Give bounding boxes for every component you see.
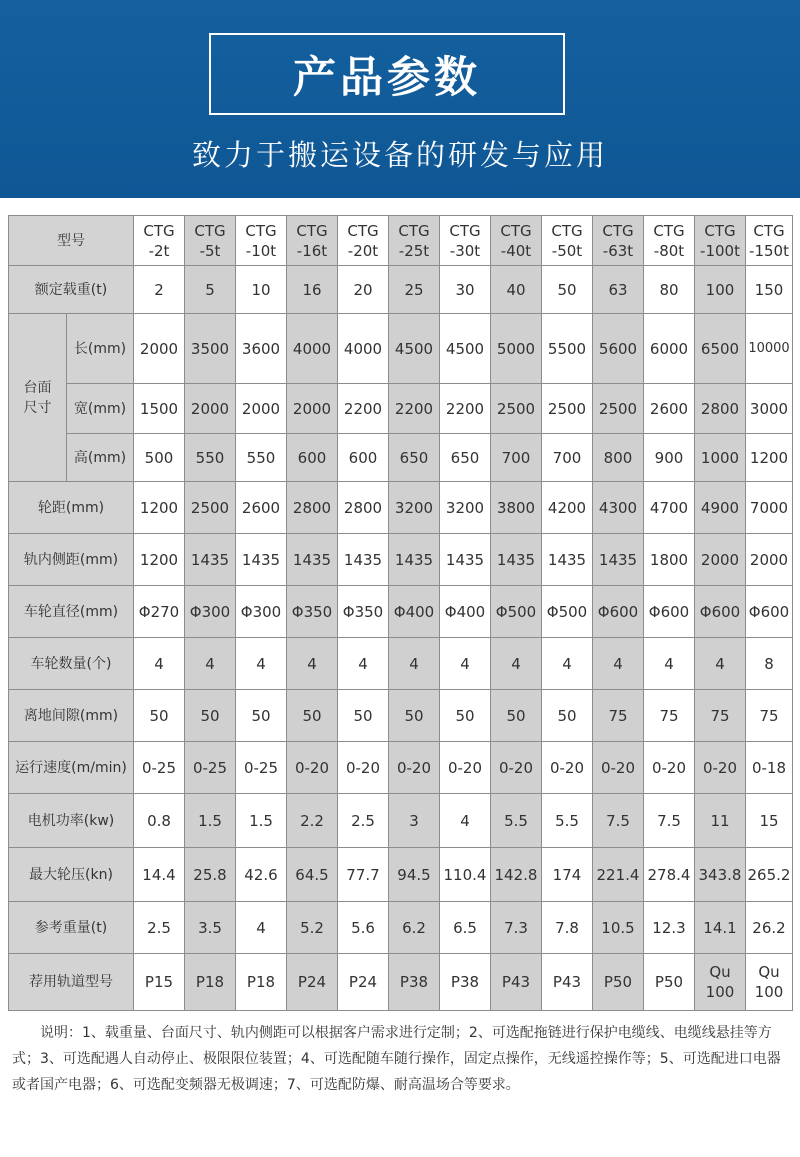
row-wheelbase	[9, 482, 793, 534]
table-cell: 2200	[440, 384, 491, 434]
table-cell: 2600	[644, 384, 695, 434]
table-cell: 2000	[287, 384, 338, 434]
table-cell: 600	[287, 434, 338, 482]
table-cell: 30	[440, 266, 491, 314]
table-cell: 2500	[491, 384, 542, 434]
table-cell: 3200	[389, 482, 440, 534]
table-cell: 0-20	[695, 742, 746, 794]
table-cell: 2000	[695, 534, 746, 586]
table-cell: 50	[542, 266, 593, 314]
table-cell: 2800	[338, 482, 389, 534]
row-weight	[9, 902, 793, 954]
table-cell: 2800	[695, 384, 746, 434]
table-cell: 50	[440, 690, 491, 742]
table-cell: 0-20	[338, 742, 389, 794]
table-cell: 700	[542, 434, 593, 482]
table-cell: 10	[236, 266, 287, 314]
table-cell: 1435	[593, 534, 644, 586]
row-label: 型号	[9, 216, 134, 266]
table-cell: 150	[746, 266, 793, 314]
table-cell: CTG -20t	[338, 216, 389, 266]
table-cell: 20	[338, 266, 389, 314]
table-cell: 3.5	[185, 902, 236, 954]
table-cell: 0-20	[593, 742, 644, 794]
table-cell: 2000	[746, 534, 793, 586]
table-cell: 4300	[593, 482, 644, 534]
table-cell: 50	[389, 690, 440, 742]
table-cell: 4	[389, 638, 440, 690]
table-cell: 5.5	[542, 794, 593, 848]
title-box	[209, 33, 565, 115]
table-cell: 2000	[134, 314, 185, 384]
table-cell: CTG -10t	[236, 216, 287, 266]
table-cell: Φ300	[185, 586, 236, 638]
table-cell: Φ350	[338, 586, 389, 638]
table-cell: Φ400	[440, 586, 491, 638]
table-cell: 3200	[440, 482, 491, 534]
table-cell: 5.5	[491, 794, 542, 848]
table-cell: 1200	[134, 534, 185, 586]
table-cell: 2.5	[134, 902, 185, 954]
table-cell: P38	[440, 954, 491, 1011]
table-cell: CTG -2t	[134, 216, 185, 266]
table-cell: 4	[440, 638, 491, 690]
table-cell: 550	[236, 434, 287, 482]
table-cell: CTG -80t	[644, 216, 695, 266]
row-label: 最大轮压(kn)	[9, 848, 134, 902]
table-cell: 0-20	[542, 742, 593, 794]
table-cell: P18	[236, 954, 287, 1011]
table-cell: 1500	[134, 384, 185, 434]
row-label: 轨内侧距(mm)	[9, 534, 134, 586]
table-cell: CTG -5t	[185, 216, 236, 266]
table-cell: 16	[287, 266, 338, 314]
table-cell: 0-18	[746, 742, 793, 794]
row-model	[9, 216, 793, 266]
table-cell: P18	[185, 954, 236, 1011]
table-cell: 3	[389, 794, 440, 848]
row-label: 荐用轨道型号	[9, 954, 134, 1011]
table-cell: Φ270	[134, 586, 185, 638]
table-cell: 4	[287, 638, 338, 690]
table-cell: 1435	[440, 534, 491, 586]
table-cell: P24	[287, 954, 338, 1011]
table-cell: 2.2	[287, 794, 338, 848]
table-cell: 1.5	[236, 794, 287, 848]
row-speed	[9, 742, 793, 794]
page-title: 产品参数	[293, 52, 481, 103]
table-cell: 0-20	[389, 742, 440, 794]
table-cell: 550	[185, 434, 236, 482]
table-cell: 4000	[287, 314, 338, 384]
platform-size-label: 台面 尺寸	[9, 314, 67, 482]
table-cell: 42.6	[236, 848, 287, 902]
table-cell: Qu 100	[695, 954, 746, 1011]
table-cell: 3800	[491, 482, 542, 534]
table-cell: 4	[593, 638, 644, 690]
table-cell: 174	[542, 848, 593, 902]
table-cell: 2500	[185, 482, 236, 534]
table-cell: 77.7	[338, 848, 389, 902]
table-cell: 1435	[185, 534, 236, 586]
table-cell: 2	[134, 266, 185, 314]
table-cell: 75	[746, 690, 793, 742]
table-cell: 650	[389, 434, 440, 482]
table-cell: 50	[491, 690, 542, 742]
table-cell: Φ600	[593, 586, 644, 638]
table-cell: 63	[593, 266, 644, 314]
table-cell: 4	[440, 794, 491, 848]
table-cell: P43	[491, 954, 542, 1011]
table-cell: 2.5	[338, 794, 389, 848]
table-cell: 500	[134, 434, 185, 482]
row-label: 离地间隙(mm)	[9, 690, 134, 742]
table-cell: 50	[542, 690, 593, 742]
table-cell: 1435	[491, 534, 542, 586]
table-cell: 50	[134, 690, 185, 742]
table-cell: 4	[134, 638, 185, 690]
table-cell: 50	[287, 690, 338, 742]
table-cell: Φ600	[746, 586, 793, 638]
spec-table	[8, 215, 793, 1011]
table-cell: 10000	[746, 314, 793, 384]
sub-row-label: 高(mm)	[67, 434, 134, 482]
table-cell: 3600	[236, 314, 287, 384]
table-cell: 0.8	[134, 794, 185, 848]
table-cell: Φ500	[542, 586, 593, 638]
table-cell: 15	[746, 794, 793, 848]
table-cell: 26.2	[746, 902, 793, 954]
row-power	[9, 794, 793, 848]
row-label: 电机功率(kw)	[9, 794, 134, 848]
table-cell: 0-20	[287, 742, 338, 794]
table-cell: 1435	[236, 534, 287, 586]
table-cell: CTG -30t	[440, 216, 491, 266]
table-cell: 7.5	[644, 794, 695, 848]
table-cell: Φ600	[695, 586, 746, 638]
table-cell: CTG -25t	[389, 216, 440, 266]
table-cell: 4	[338, 638, 389, 690]
table-cell: 4500	[389, 314, 440, 384]
sub-row-label: 宽(mm)	[67, 384, 134, 434]
table-cell: 4	[491, 638, 542, 690]
table-cell: 6.2	[389, 902, 440, 954]
table-cell: 5.2	[287, 902, 338, 954]
table-cell: 4	[236, 638, 287, 690]
row-label: 额定载重(t)	[9, 266, 134, 314]
table-cell: 1435	[287, 534, 338, 586]
table-cell: 1435	[338, 534, 389, 586]
table-cell: 2000	[236, 384, 287, 434]
row-gauge	[9, 534, 793, 586]
table-cell: 343.8	[695, 848, 746, 902]
row-rail	[9, 954, 793, 1011]
table-cell: 7000	[746, 482, 793, 534]
table-cell: CTG -63t	[593, 216, 644, 266]
table-cell: 7.8	[542, 902, 593, 954]
table-cell: P15	[134, 954, 185, 1011]
table-cell: 14.4	[134, 848, 185, 902]
table-cell: P38	[389, 954, 440, 1011]
table-cell: P24	[338, 954, 389, 1011]
row-label: 运行速度(m/min)	[9, 742, 134, 794]
table-cell: 94.5	[389, 848, 440, 902]
row-max-pressure	[9, 848, 793, 902]
table-cell: Φ350	[287, 586, 338, 638]
page-subtitle: 致力于搬运设备的研发与应用	[191, 138, 608, 172]
spec-table-container	[8, 215, 792, 1010]
table-cell: 6000	[644, 314, 695, 384]
table-cell: 3000	[746, 384, 793, 434]
table-cell: 800	[593, 434, 644, 482]
row-wheel-count	[9, 638, 793, 690]
table-cell: 3500	[185, 314, 236, 384]
table-cell: 4	[644, 638, 695, 690]
table-cell: 12.3	[644, 902, 695, 954]
table-cell: 4000	[338, 314, 389, 384]
table-cell: 142.8	[491, 848, 542, 902]
row-width	[9, 384, 793, 434]
note-text: 说明：1、载重量、台面尺寸、轨内侧距可以根据客户需求进行定制；2、可选配拖链进行保护电缆线、电缆线悬挂等方式；3、可选配遇人自动停止、极限限位装置；4、可选配随车随行操作，固定点操作，无线遥控操作等；5、可选配进口电器或者国产电器；6、可选配变频器无极调速；7、可选配防爆、耐高温场合等要求。	[12, 1025, 781, 1093]
table-cell: 1000	[695, 434, 746, 482]
table-cell: 75	[644, 690, 695, 742]
table-cell: 7.3	[491, 902, 542, 954]
table-cell: Qu 100	[746, 954, 793, 1011]
table-cell: Φ500	[491, 586, 542, 638]
table-cell: 221.4	[593, 848, 644, 902]
sub-row-label: 长(mm)	[67, 314, 134, 384]
table-cell: Φ400	[389, 586, 440, 638]
table-cell: 14.1	[695, 902, 746, 954]
table-cell: 6500	[695, 314, 746, 384]
table-cell: 0-20	[491, 742, 542, 794]
row-label: 车轮数量(个)	[9, 638, 134, 690]
table-cell: 4200	[542, 482, 593, 534]
table-cell: 110.4	[440, 848, 491, 902]
table-cell: 50	[338, 690, 389, 742]
table-cell: 4	[236, 902, 287, 954]
table-cell: 1435	[389, 534, 440, 586]
table-cell: 8	[746, 638, 793, 690]
table-cell: CTG -40t	[491, 216, 542, 266]
table-cell: 1200	[134, 482, 185, 534]
table-cell: Φ600	[644, 586, 695, 638]
table-cell: 2600	[236, 482, 287, 534]
table-cell: 75	[695, 690, 746, 742]
table-cell: 2200	[389, 384, 440, 434]
table-cell: 50	[185, 690, 236, 742]
table-cell: 2500	[542, 384, 593, 434]
table-cell: 4	[695, 638, 746, 690]
table-cell: 4	[542, 638, 593, 690]
row-length	[9, 314, 793, 384]
table-cell: 5500	[542, 314, 593, 384]
table-cell: 2000	[185, 384, 236, 434]
row-clearance	[9, 690, 793, 742]
table-cell: CTG -16t	[287, 216, 338, 266]
table-cell: P50	[644, 954, 695, 1011]
table-cell: 5.6	[338, 902, 389, 954]
table-cell: 700	[491, 434, 542, 482]
table-cell: 4500	[440, 314, 491, 384]
table-cell: 11	[695, 794, 746, 848]
table-cell: 1200	[746, 434, 793, 482]
table-cell: 100	[695, 266, 746, 314]
table-cell: 5000	[491, 314, 542, 384]
row-wheel-diameter	[9, 586, 793, 638]
row-rated-load	[9, 266, 793, 314]
table-cell: 1435	[542, 534, 593, 586]
table-cell: 0-25	[185, 742, 236, 794]
table-cell: 40	[491, 266, 542, 314]
table-cell: 2800	[287, 482, 338, 534]
table-cell: CTG -150t	[746, 216, 793, 266]
table-cell: 1800	[644, 534, 695, 586]
table-cell: 600	[338, 434, 389, 482]
table-cell: 80	[644, 266, 695, 314]
table-cell: 25	[389, 266, 440, 314]
table-cell: 4	[185, 638, 236, 690]
table-cell: 2500	[593, 384, 644, 434]
table-cell: 900	[644, 434, 695, 482]
table-cell: CTG -50t	[542, 216, 593, 266]
table-cell: 278.4	[644, 848, 695, 902]
table-cell: 64.5	[287, 848, 338, 902]
table-cell: 25.8	[185, 848, 236, 902]
table-cell: 4900	[695, 482, 746, 534]
row-height	[9, 434, 793, 482]
row-label: 轮距(mm)	[9, 482, 134, 534]
table-cell: 0-20	[440, 742, 491, 794]
row-label: 车轮直径(mm)	[9, 586, 134, 638]
table-cell: 7.5	[593, 794, 644, 848]
table-cell: 0-20	[644, 742, 695, 794]
table-cell: 75	[593, 690, 644, 742]
table-cell: 10.5	[593, 902, 644, 954]
table-cell: 265.2	[746, 848, 793, 902]
table-cell: P50	[593, 954, 644, 1011]
table-cell: 650	[440, 434, 491, 482]
table-cell: P43	[542, 954, 593, 1011]
row-label: 参考重量(t)	[9, 902, 134, 954]
table-cell: CTG -100t	[695, 216, 746, 266]
table-cell: 2200	[338, 384, 389, 434]
table-cell: 1.5	[185, 794, 236, 848]
table-cell: 0-25	[236, 742, 287, 794]
header-banner	[0, 0, 800, 198]
table-cell: 4700	[644, 482, 695, 534]
table-cell: 6.5	[440, 902, 491, 954]
table-cell: 50	[236, 690, 287, 742]
table-cell: 0-25	[134, 742, 185, 794]
table-cell: 5600	[593, 314, 644, 384]
table-cell: Φ300	[236, 586, 287, 638]
table-cell: 5	[185, 266, 236, 314]
